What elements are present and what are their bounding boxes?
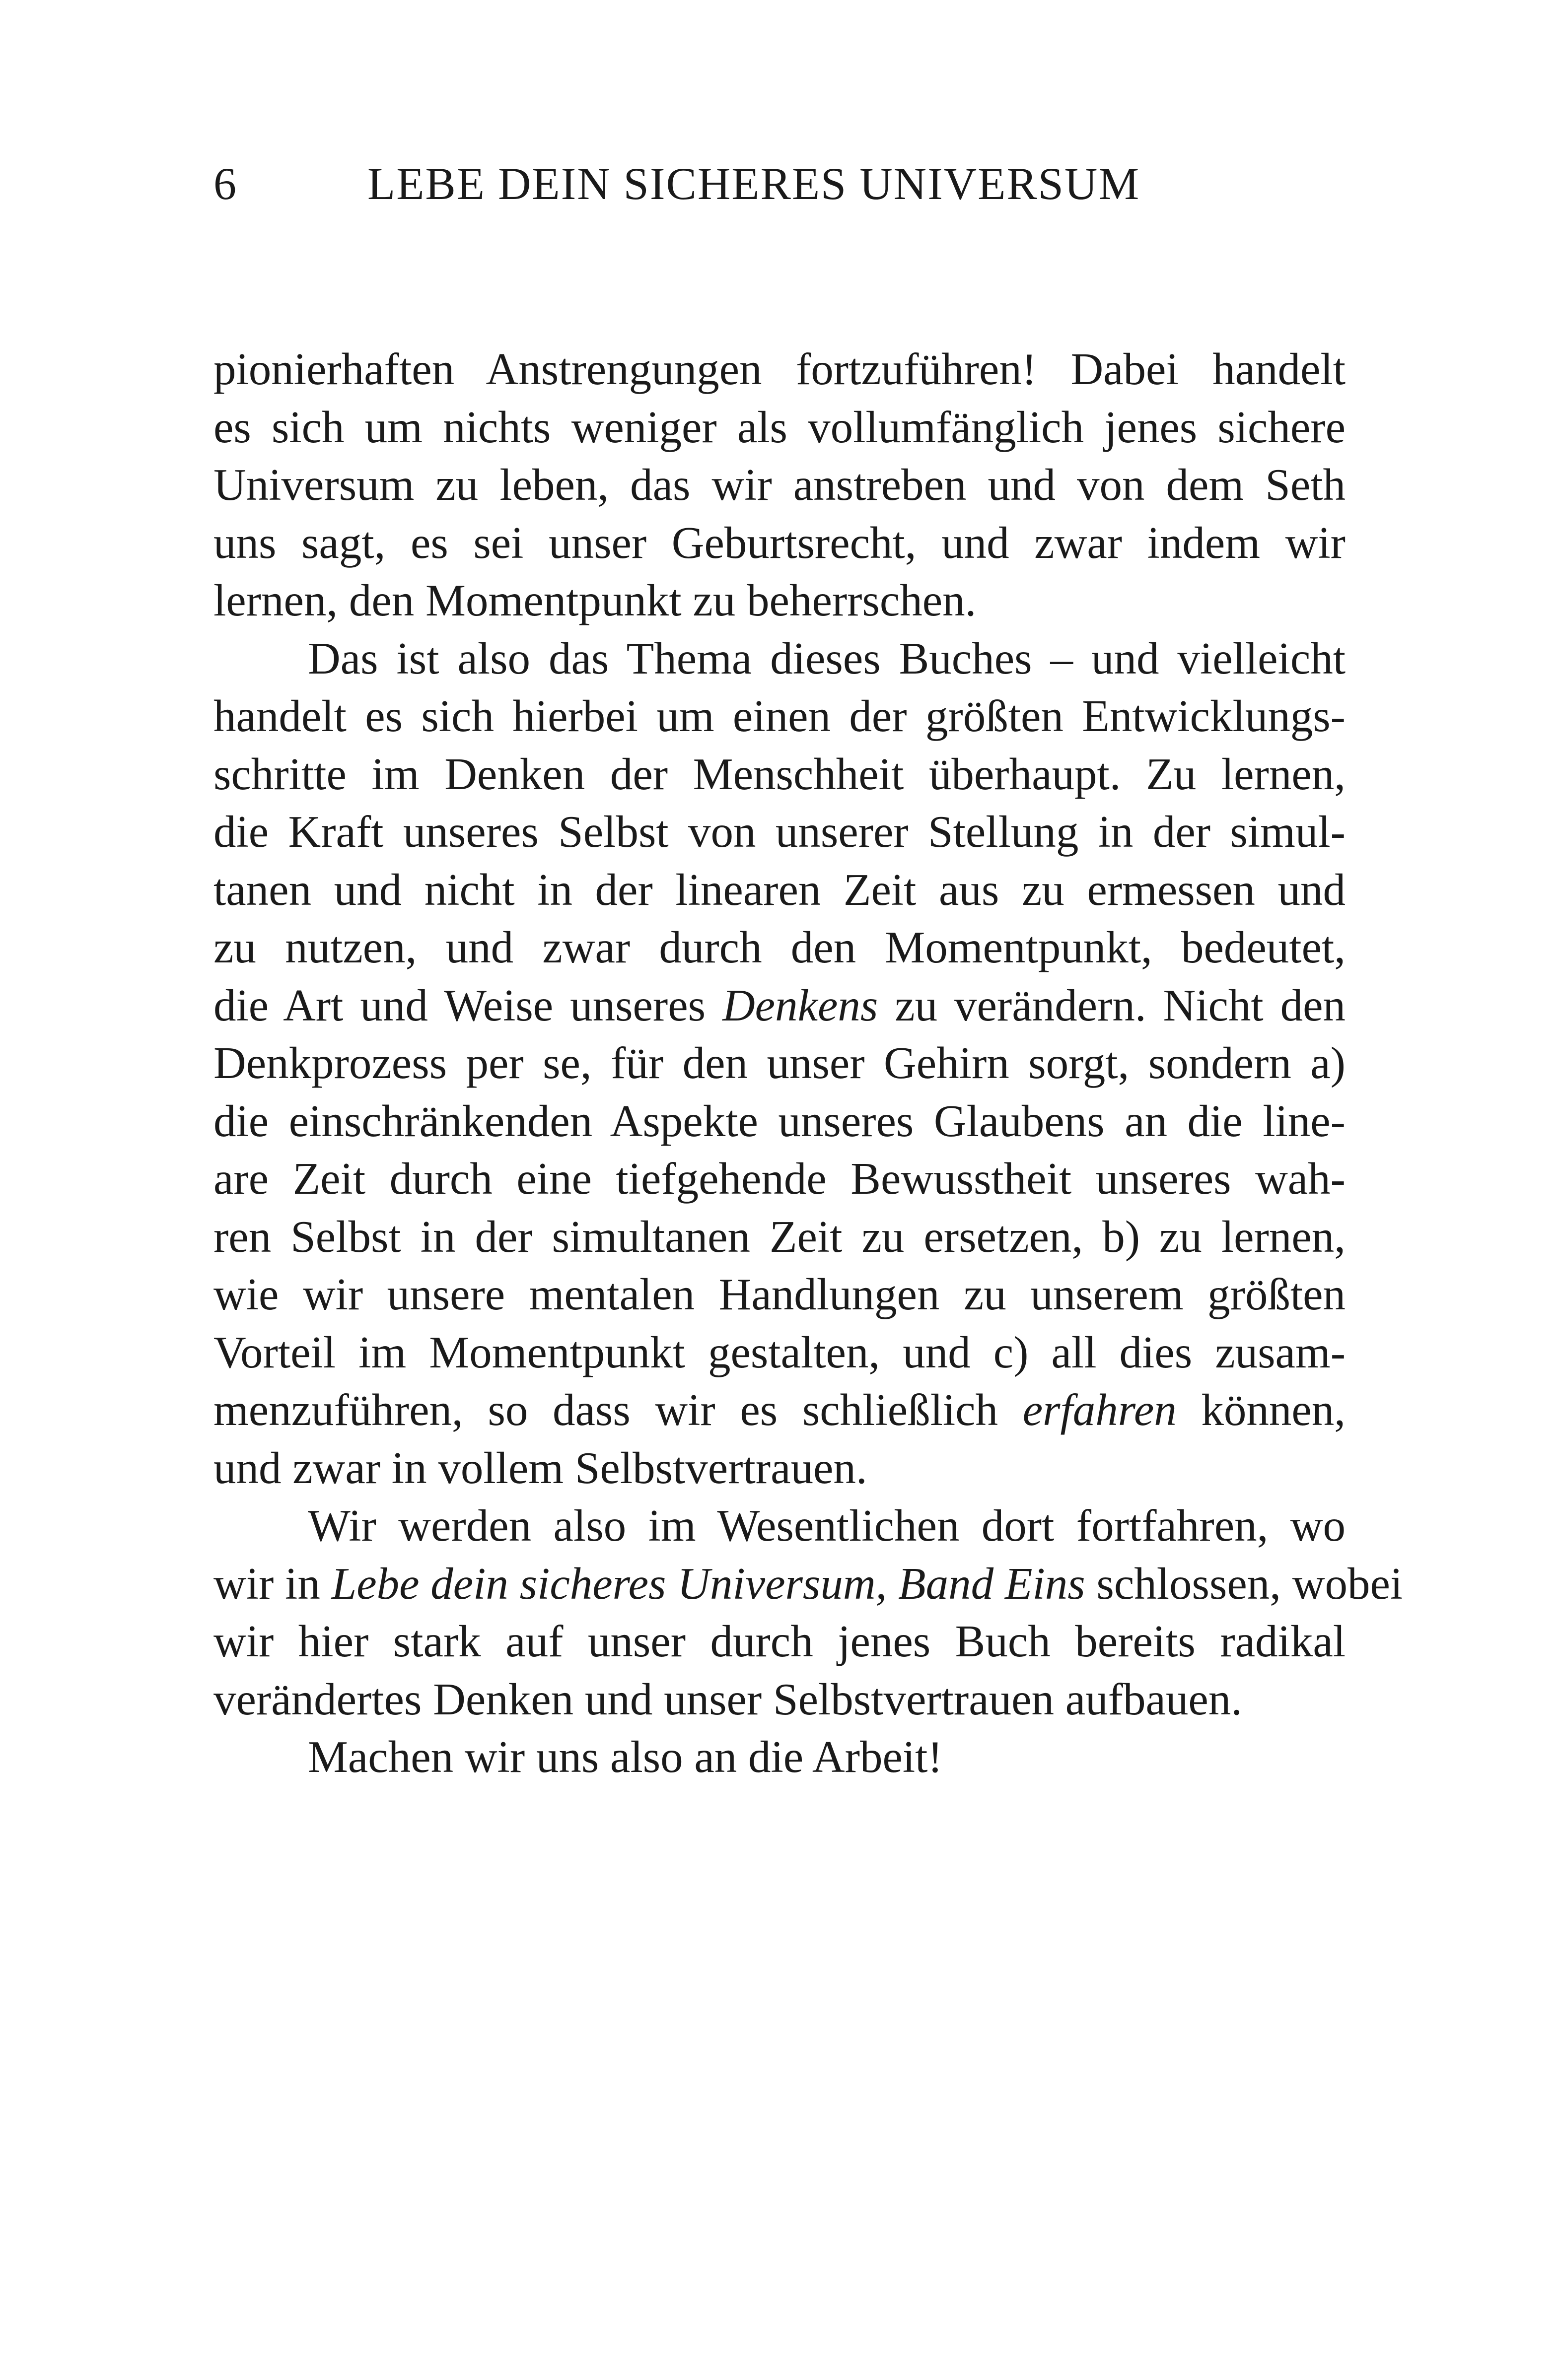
text-line: schritte im Denken der Menschheit überhaupt. Zu lernen, bbox=[213, 748, 1346, 799]
running-head-title: LEBE DEIN SICHERES UNIVERSUM bbox=[367, 158, 1140, 209]
text-line: pionierhaften Anstrengungen fortzuführen! Dabei handelt bbox=[213, 344, 1346, 394]
paragraph-3 bbox=[213, 1497, 1403, 1728]
emphasis-word: Denkens bbox=[722, 980, 878, 1030]
text-line: zu nutzen, und zwar durch den Momentpunkt, bedeutet, bbox=[213, 922, 1346, 972]
text-line: Wir werden also im Wesentlichen dort fortfahren, wo bbox=[308, 1500, 1346, 1551]
text-run: wir in bbox=[213, 1558, 332, 1609]
text-line-with-emphasis bbox=[213, 977, 1346, 1035]
page-number: 6 bbox=[213, 158, 237, 209]
text-line-with-title bbox=[213, 1555, 1403, 1613]
text-line: Machen wir uns also an die Arbeit! bbox=[308, 1732, 943, 1782]
body-text bbox=[213, 340, 1403, 1786]
paragraph-1 bbox=[213, 340, 1346, 630]
book-title: Lebe dein sicheres Universum, Band Eins bbox=[331, 1558, 1085, 1609]
emphasis-word: erfahren bbox=[1022, 1385, 1177, 1435]
text-line: Denkprozess per se, für den unser Gehirn sorgt, sondern a) bbox=[213, 1038, 1346, 1088]
text-line: es sich um nichts weniger als vollumfänglich jenes sichere bbox=[213, 402, 1346, 452]
text-line: wie wir unsere mentalen Handlungen zu unserem größten bbox=[213, 1269, 1346, 1319]
text-line: handelt es sich hierbei um einen der größten Entwicklungs- bbox=[213, 691, 1346, 741]
text-line: ren Selbst in der simultanen Zeit zu ersetzen, b) zu lernen, bbox=[213, 1211, 1346, 1262]
text-line: die einschränkenden Aspekte unseres Glaubens an die line- bbox=[213, 1095, 1346, 1146]
paragraph-2 bbox=[213, 630, 1346, 1497]
text-line: tanen und nicht in der linearen Zeit aus zu ermessen und bbox=[213, 864, 1346, 915]
paragraph-4 bbox=[213, 1728, 1346, 1786]
text-line: die Kraft unseres Selbst von unserer Stellung in der simul- bbox=[213, 807, 1346, 857]
text-line: und zwar in vollem Selbstvertrauen. bbox=[213, 1442, 867, 1493]
text-run: die Art und Weise unseres bbox=[213, 980, 722, 1030]
text-line: lernen, den Momentpunkt zu beherrschen. bbox=[213, 575, 977, 625]
text-line: uns sagt, es sei unser Geburtsrecht, und zwar indem wir bbox=[213, 517, 1346, 568]
text-line: wir hier stark auf unser durch jenes Buch bereits radikal bbox=[213, 1616, 1346, 1666]
text-line: Vorteil im Momentpunkt gestalten, und c) all dies zusam- bbox=[213, 1327, 1346, 1377]
text-run: schlossen, wobei bbox=[1085, 1558, 1403, 1609]
text-line: are Zeit durch eine tiefgehende Bewusstheit unseres wah- bbox=[213, 1154, 1346, 1204]
running-header bbox=[213, 149, 1346, 218]
text-line: verändertes Denken und unser Selbstvertrauen aufbauen. bbox=[213, 1674, 1242, 1724]
text-run: menzuführen, so dass wir es schließlich bbox=[213, 1385, 1023, 1435]
text-line-with-emphasis bbox=[213, 1381, 1346, 1439]
text-run: können, bbox=[1176, 1385, 1346, 1435]
text-line: Das ist also das Thema dieses Buches – und vielleicht bbox=[308, 633, 1346, 683]
text-run: zu verändern. Nicht den bbox=[878, 980, 1346, 1030]
text-line: Universum zu leben, das wir anstreben und von dem Seth bbox=[213, 460, 1346, 510]
